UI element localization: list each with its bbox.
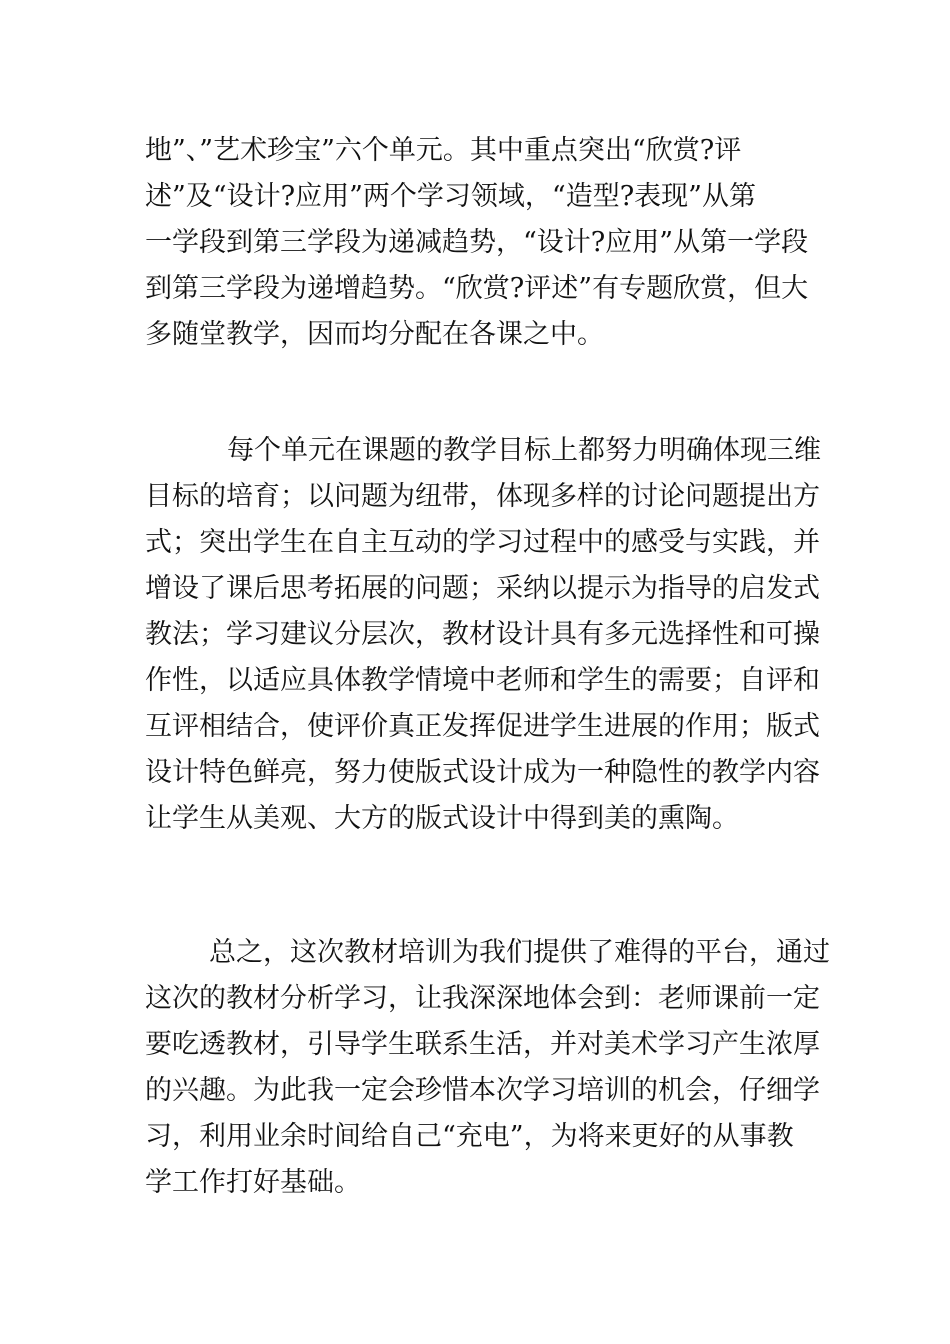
paragraph-line: 互评相结合，使评价真正发挥促进学生进展的作用；版式: [145, 711, 820, 742]
paragraph-3: [145, 930, 830, 1206]
paragraph-line: 习，利用业余时间给自己“充电”，为将来更好的从事教: [145, 1121, 794, 1152]
paragraph-line: 述”及“设计?应用”两个学习领域，“造型?表现”从第: [145, 181, 756, 212]
paragraph-line: 每个单元在课题的教学目标上都努力明确体现三维: [227, 435, 821, 466]
paragraph-line: 地”、”艺术珍宝”六个单元。其中重点突出“欣赏?评: [145, 135, 742, 166]
paragraph-2: [145, 428, 821, 842]
paragraph-line: 的兴趣。为此我一定会珍惜本次学习培训的机会，仔细学: [145, 1075, 820, 1106]
paragraph-line: 要吃透教材，引导学生联系生活，并对美术学习产生浓厚: [145, 1029, 820, 1060]
paragraph-line: 一学段到第三学段为递减趋势，“设计?应用”从第一学段: [145, 227, 809, 258]
paragraph-line: 目标的培育；以问题为纽带，体现多样的讨论问题提出方: [145, 481, 820, 512]
paragraph-line: 这次的教材分析学习，让我深深地体会到：老师课前一定: [145, 983, 820, 1014]
paragraph-line: 增设了课后思考拓展的问题；采纳以提示为指导的启发式: [145, 573, 820, 604]
paragraph-1: [145, 128, 807, 358]
paragraph-line: 多随堂教学，因而均分配在各课之中。: [145, 319, 604, 350]
paragraph-line: 教法；学习建议分层次，教材设计具有多元选择性和可操: [145, 619, 820, 650]
paragraph-line: 作性，以适应具体教学情境中老师和学生的需要；自评和: [145, 665, 820, 696]
paragraph-line: 让学生从美观、大方的版式设计中得到美的熏陶。: [145, 803, 739, 834]
paragraph-line: 总之，这次教材培训为我们提供了难得的平台，通过: [209, 937, 830, 968]
paragraph-line: 到第三学段为递增趋势。“欣赏?评述”有专题欣赏，但大: [145, 273, 809, 304]
paragraph-line: 式；突出学生在自主互动的学习过程中的感受与实践，并: [145, 527, 820, 558]
paragraph-line: 设计特色鲜亮，努力使版式设计成为一种隐性的教学内容: [145, 757, 820, 788]
paragraph-line: 学工作打好基础。: [145, 1167, 361, 1198]
